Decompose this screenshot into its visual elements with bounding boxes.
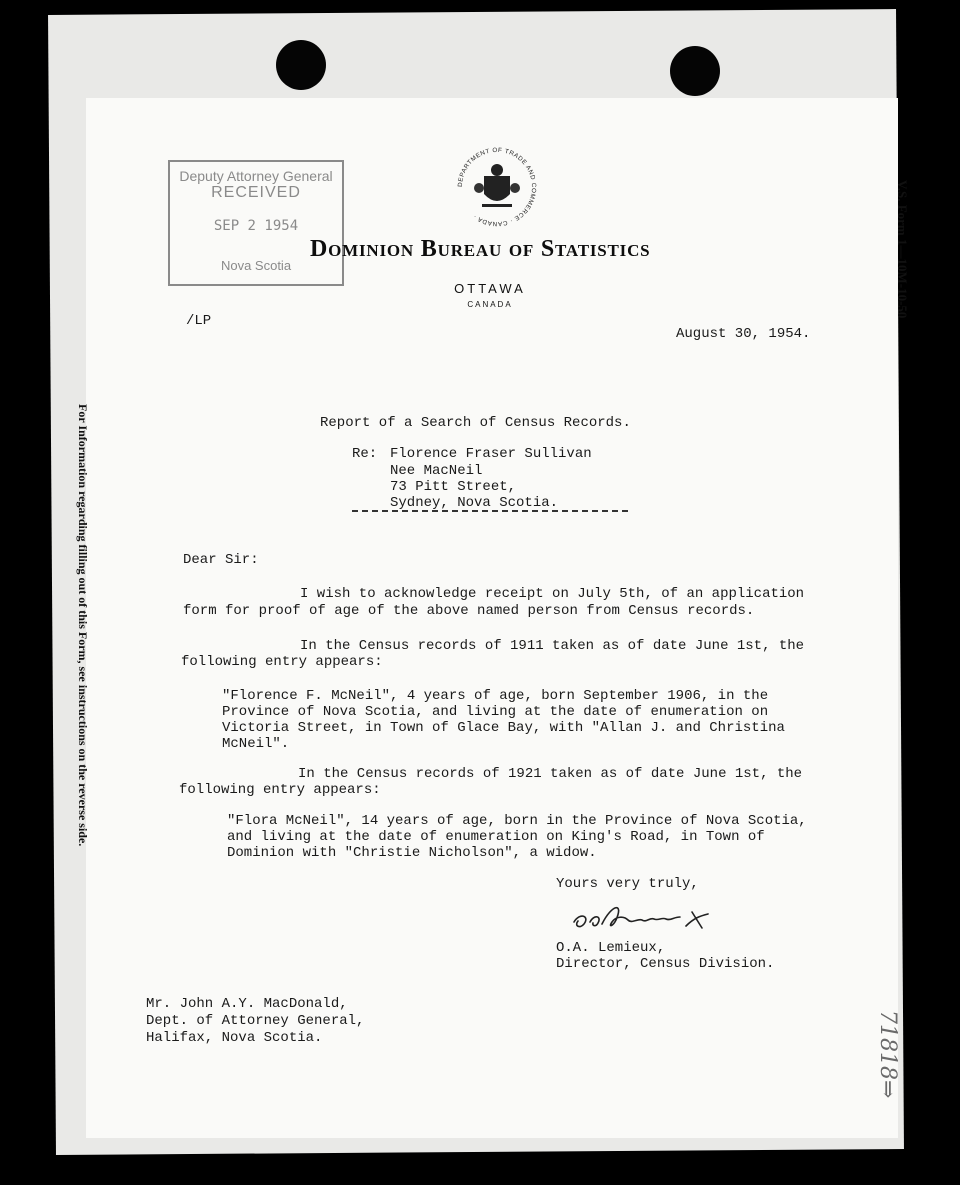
census-entry-line: Province of Nova Scotia, and living at the date of enumeration on: [222, 704, 769, 720]
shield-icon: [484, 176, 510, 201]
re-label: Re:: [352, 446, 378, 462]
paragraph-line: form for proof of age of the above named person from Census records.: [183, 603, 755, 619]
stamp-line1: Deputy Attorney General: [179, 168, 333, 184]
separator-rule: [352, 510, 628, 512]
signer-title: Director, Census Division.: [556, 956, 775, 972]
census-entry-line: "Florence F. McNeil", 4 years of age, born September 1906, in the: [222, 688, 769, 704]
motto-ribbon-icon: [482, 204, 512, 207]
punch-hole: [276, 40, 326, 90]
received-stamp: [168, 160, 344, 286]
stamp-line2: RECEIVED: [211, 184, 301, 201]
census-entry-line: McNeil".: [222, 736, 290, 752]
re-line: Nee MacNeil: [390, 463, 483, 479]
recipient-line: Mr. John A.Y. MacDonald,: [146, 996, 348, 1012]
handwritten-margin-note: 71818⇒: [875, 1010, 900, 1099]
re-line: Florence Fraser Sullivan: [390, 446, 592, 462]
signer-name: O.A. Lemieux,: [556, 940, 666, 956]
supporter-right-icon: [510, 183, 520, 193]
punch-hole: [670, 46, 720, 96]
form-instructions-note: For Information regarding filling out of this Form, see instructions on the reverse side.: [76, 404, 90, 847]
letterhead-country: CANADA: [467, 300, 513, 309]
paragraph-line: In the Census records of 1911 taken as of date June 1st, the: [300, 638, 805, 654]
supporter-left-icon: [474, 183, 484, 193]
re-line: 73 Pitt Street,: [390, 479, 517, 495]
closing: Yours very truly,: [556, 876, 699, 892]
census-entry-line: "Flora McNeil", 14 years of age, born in the Province of Nova Scotia,: [227, 813, 807, 829]
seal-ring-text: DEPARTMENT OF TRADE AND COMMERCE · CANADA ·: [456, 146, 538, 228]
census-entry-line: Dominion with "Christie Nicholson", a widow.: [227, 845, 597, 861]
coat-of-arms-seal: [452, 142, 542, 232]
letterhead-city: OTTAWA: [454, 281, 526, 296]
paragraph-line: following entry appears:: [181, 654, 383, 670]
handwritten-signature: [568, 900, 738, 940]
census-entry-line: Victoria Street, in Town of Glace Bay, with "Allan J. and Christina: [222, 720, 785, 736]
stamp-place: Nova Scotia: [220, 258, 292, 273]
re-line: Sydney, Nova Scotia.: [390, 495, 559, 511]
recipient-line: Halifax, Nova Scotia.: [146, 1030, 323, 1046]
crown-icon: [491, 164, 503, 176]
salutation: Dear Sir:: [183, 552, 259, 568]
form-code: V.S. Form 1—10M-10-50: [895, 180, 910, 319]
stamp-date: SEP 2 1954: [213, 218, 299, 234]
paragraph-line: I wish to acknowledge receipt on July 5th, of an application: [300, 586, 805, 602]
paragraph-line: following entry appears:: [179, 782, 381, 798]
letter-date: August 30, 1954.: [676, 326, 811, 342]
census-entry-line: and living at the date of enumeration on King's Road, in Town of: [227, 829, 765, 845]
recipient-line: Dept. of Attorney General,: [146, 1013, 365, 1029]
letterhead-title: Dominion Bureau of Statistics: [310, 236, 651, 262]
paragraph-line: In the Census records of 1921 taken as of date June 1st, the: [298, 766, 803, 782]
reference-code: /LP: [186, 313, 212, 329]
report-subject: Report of a Search of Census Records.: [320, 415, 631, 431]
